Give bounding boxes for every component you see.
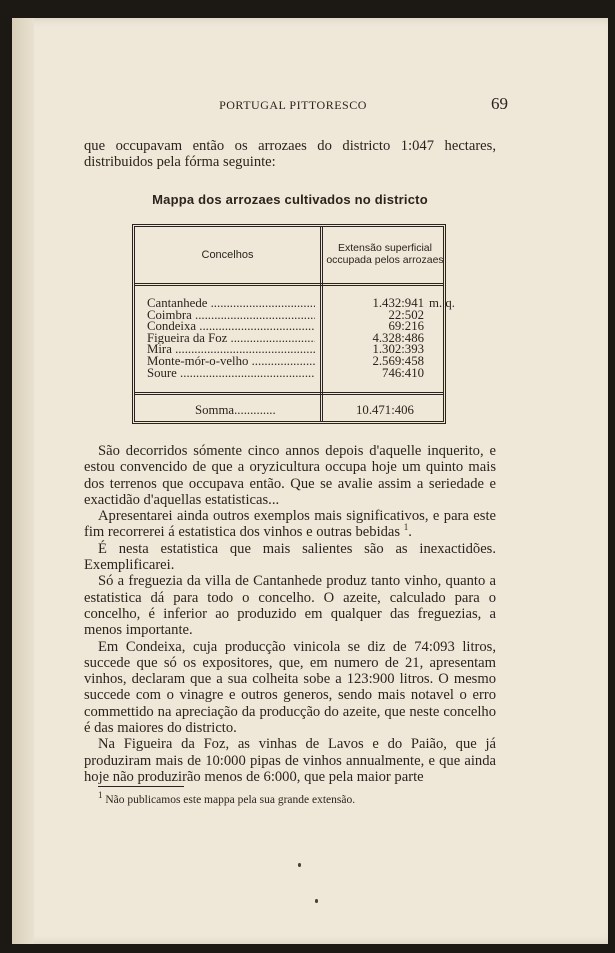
paragraph: É nesta estatistica que mais salientes são as inexactidões. Exemplificarei.	[84, 540, 496, 574]
row-name: Soure .....	[147, 368, 315, 380]
footnote	[98, 790, 498, 806]
table-total-divider	[135, 392, 443, 395]
table-header-divider	[135, 283, 443, 286]
paragraph: Só a freguezia da villa de Cantanhede produz tanto vinho, quanto a estatistica dá para todo o concelho. O azeite, calculado para o concelho, é inferior ao produzido em qualquer das freguezias, a menos importante.	[84, 573, 496, 639]
row-name: Cantanhede .....	[147, 298, 315, 310]
row-name: Mira .....	[147, 344, 315, 356]
total-label-text: Somma .....	[195, 403, 276, 417]
footnote-reference-suffix: .	[408, 524, 412, 541]
row-name: Monte-mór-o-velho .....	[147, 356, 315, 368]
row-value: 1.432:941	[372, 296, 424, 310]
row-unit: m. q.	[429, 296, 455, 310]
row-value: 746:410	[382, 365, 424, 380]
column-header-concelhos: Concelhos	[201, 249, 254, 261]
intro-paragraph	[84, 138, 496, 171]
row-value: 1.302:393	[372, 342, 424, 357]
table-body	[135, 296, 455, 380]
table-caption: Mappa dos arrozaes cultivados no districto	[152, 192, 428, 207]
row-name: Coimbra .....	[147, 310, 315, 322]
footnote-rule	[98, 786, 184, 787]
running-title: PORTUGAL PITTORESCO	[219, 98, 367, 112]
row-value: 2.569:458	[372, 353, 424, 368]
ink-speck	[298, 863, 301, 867]
footnote-reference: 1	[403, 522, 409, 533]
ink-speck	[315, 899, 318, 903]
row-name: Condeixa .....	[147, 321, 315, 333]
row-name: Figueira da Foz .....	[147, 333, 315, 345]
total-value: 10.471:406	[356, 403, 414, 417]
page-number: 69	[491, 94, 508, 113]
footnote-text: Não publicamos este mappa pela sua grande extensão.	[105, 794, 356, 806]
column-header-extensao-line2: occupada pelos arrozaes	[326, 254, 444, 266]
row-value: 4.328:486	[372, 330, 424, 345]
footnote-number: 1	[98, 790, 103, 801]
book-page	[12, 18, 608, 944]
body-text	[84, 443, 496, 785]
rice-fields-table	[132, 224, 455, 424]
table-row	[135, 365, 443, 380]
intro-text: que occupavam então os arrozaes do districto 1:047 hectares, distribuidos pela fórma seguinte:	[84, 138, 496, 171]
paragraph: Na Figueira da Foz, as vinhas de Lavos e do Paião, que já produziram mais de 10:000 pipas de vinhos annualmente, e que ainda hoje não produzirão menos de 6:000, que pela maior parte	[84, 736, 496, 785]
paragraph-text: Apresentarei ainda outros exemplos mais significativos, e para este fim recorrerei á estatistica dos vinhos e outras bebidas	[84, 508, 496, 541]
paragraph	[84, 508, 496, 541]
paragraph: São decorridos sómente cinco annos depois d'aquelle inquerito, e estou convencido de que a oryzicultura occupa hoje um quinto mais dos terrenos que occupava então. Que se avalie assim a seriedade e exactidão d'aquellas estatisticas...	[84, 443, 496, 508]
total-label	[195, 403, 320, 418]
paragraph: Em Condeixa, cuja producção vinicola se diz de 74:093 litros, succede que só os expositores, que, em numero de 21, apresentam vinhos, declaram que a sua colheita sobe a 123:900 litros. O mesmo succede com o vinagre e outros generos, sendo mais notavel o erro commettido na apreciação da producção do azeite, que neste concelho é das maiores do districto.	[84, 638, 496, 737]
row-value: 22:502	[388, 307, 424, 322]
page-gutter	[12, 18, 34, 944]
page-header	[84, 94, 508, 116]
row-value: 69:216	[388, 319, 424, 334]
column-header-extensao-line1: Extensão superficial	[338, 242, 432, 254]
column-header-extensao	[324, 242, 446, 266]
